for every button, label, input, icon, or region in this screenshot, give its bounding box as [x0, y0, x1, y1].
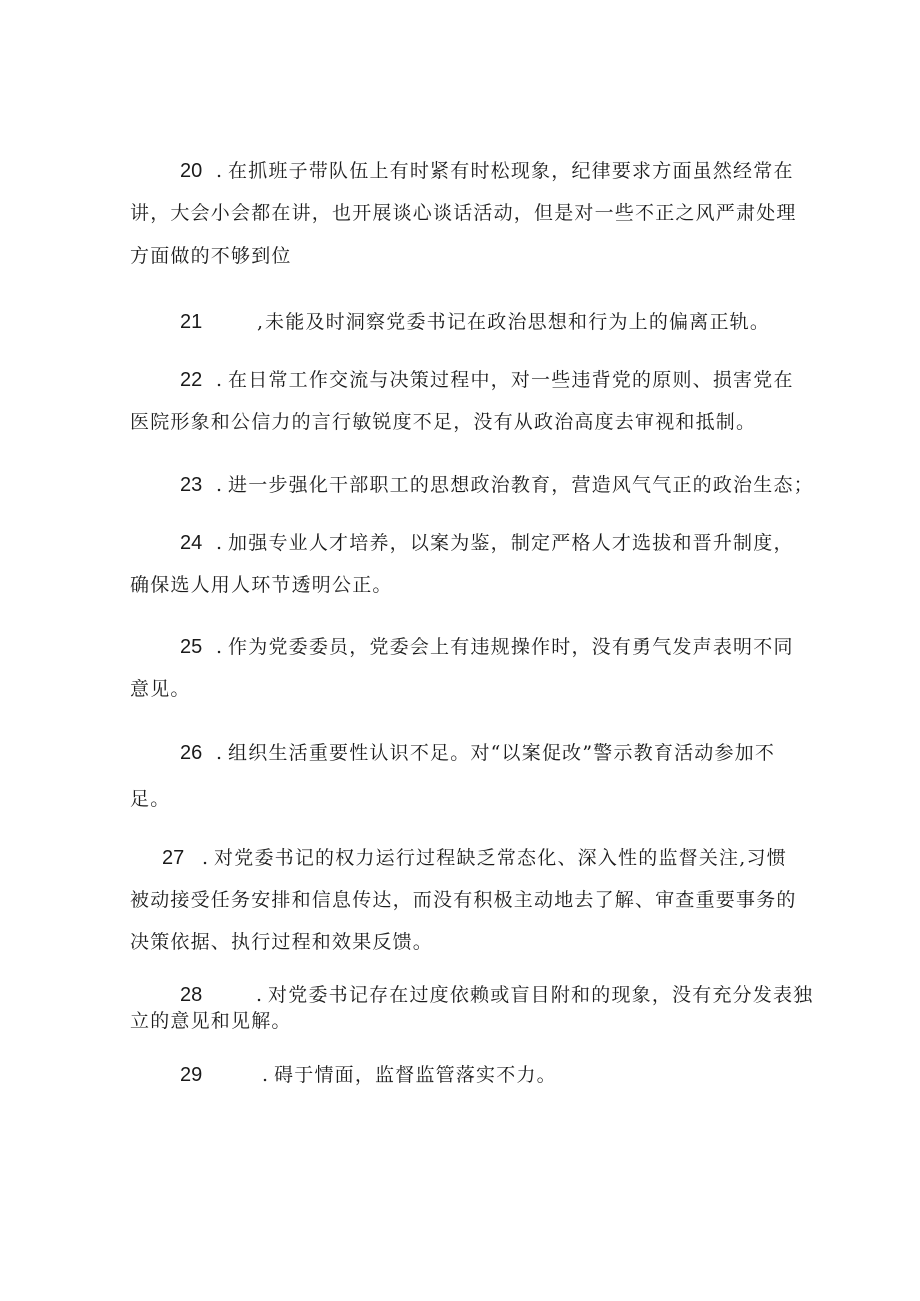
- list-item-23: [130, 474, 814, 496]
- item-text: 进一步强化干部职工的思想政治教育，营造风气气正的政治生态；: [228, 474, 814, 496]
- item-text: 碍于情面，监督监管落实不力。: [274, 1064, 557, 1086]
- text-line: 决策依据、执行过程和效果反馈。: [130, 931, 434, 953]
- item-separator: .: [216, 369, 223, 391]
- text-line: [130, 532, 792, 554]
- list-item-20: [130, 160, 797, 267]
- item-number: 25: [180, 636, 203, 658]
- item-text: 对党委书记的权力运行过程缺乏常态化、深入性的监督关注,习惯: [214, 847, 787, 869]
- item-text: 加强专业人才培养，以案为鉴，制定严格人才选拔和晋升制度，: [228, 532, 794, 554]
- item-text: 作为党委委员，党委会上有违规操作时，没有勇气发声表明不同: [228, 636, 794, 658]
- text-line: [130, 369, 792, 391]
- item-number: 22: [180, 369, 203, 391]
- item-text: 在抓班子带队伍上有时紧有时松现象，纪律要求方面虽然经常在: [228, 160, 794, 182]
- list-item-21: [130, 311, 792, 333]
- text-line: [130, 742, 792, 764]
- list-item-29: [130, 1064, 792, 1086]
- item-number: 27: [162, 847, 185, 869]
- text-line: 足。: [130, 788, 171, 810]
- list-item-28: [130, 984, 814, 1032]
- text-line: 意见。: [130, 678, 191, 700]
- text-line: [130, 636, 792, 658]
- text-line: [130, 474, 814, 496]
- list-item-24: [130, 532, 792, 596]
- item-separator: .: [202, 847, 209, 869]
- text-line: 讲，大会小会都在讲，也开展谈心谈话活动，但是对一些不正之风严肃处理: [130, 202, 797, 224]
- text-line: 被动接受任务安排和信息传达，而没有积极主动地去了解、审查重要事务的: [130, 889, 797, 911]
- item-separator: ,: [257, 311, 264, 333]
- item-text: 组织生活重要性认识不足。对“以案促改”警示教育活动参加不: [228, 742, 776, 764]
- text-line: 确保选人用人环节透明公正。: [130, 574, 393, 596]
- item-separator: .: [216, 532, 223, 554]
- item-number: 26: [180, 742, 203, 764]
- list-item-22: [130, 369, 792, 433]
- item-separator: .: [262, 1064, 269, 1086]
- text-line: [130, 847, 792, 869]
- list-item-27: [130, 847, 797, 953]
- item-number: 28: [180, 984, 203, 1006]
- item-separator: .: [216, 742, 223, 764]
- item-number: 20: [180, 160, 203, 182]
- text-line: [130, 984, 814, 1006]
- item-separator: .: [216, 160, 223, 182]
- text-line: 立的意见和见解。: [130, 1010, 292, 1032]
- text-line: 方面做的不够到位: [130, 245, 292, 267]
- list-item-26: [130, 742, 792, 810]
- text-line: [130, 160, 792, 182]
- item-number: 24: [180, 532, 203, 554]
- item-separator: .: [216, 474, 223, 496]
- list-item-25: [130, 636, 792, 700]
- item-separator: .: [256, 984, 263, 1006]
- text-line: 医院形象和公信力的言行敏锐度不足，没有从政治高度去审视和抵制。: [130, 411, 757, 433]
- item-text: 未能及时洞察党委书记在政治思想和行为上的偏离正轨。: [265, 311, 771, 333]
- text-line: [130, 311, 792, 333]
- item-number: 21: [180, 311, 203, 333]
- item-text: 对党委书记存在过度依赖或盲目附和的现象，没有充分发表独: [268, 984, 814, 1006]
- item-separator: .: [216, 636, 223, 658]
- text-line: [130, 1064, 792, 1086]
- item-number: 29: [180, 1064, 203, 1086]
- item-number: 23: [180, 474, 203, 496]
- item-text: 在日常工作交流与决策过程中，对一些违背党的原则、损害党在: [228, 369, 794, 391]
